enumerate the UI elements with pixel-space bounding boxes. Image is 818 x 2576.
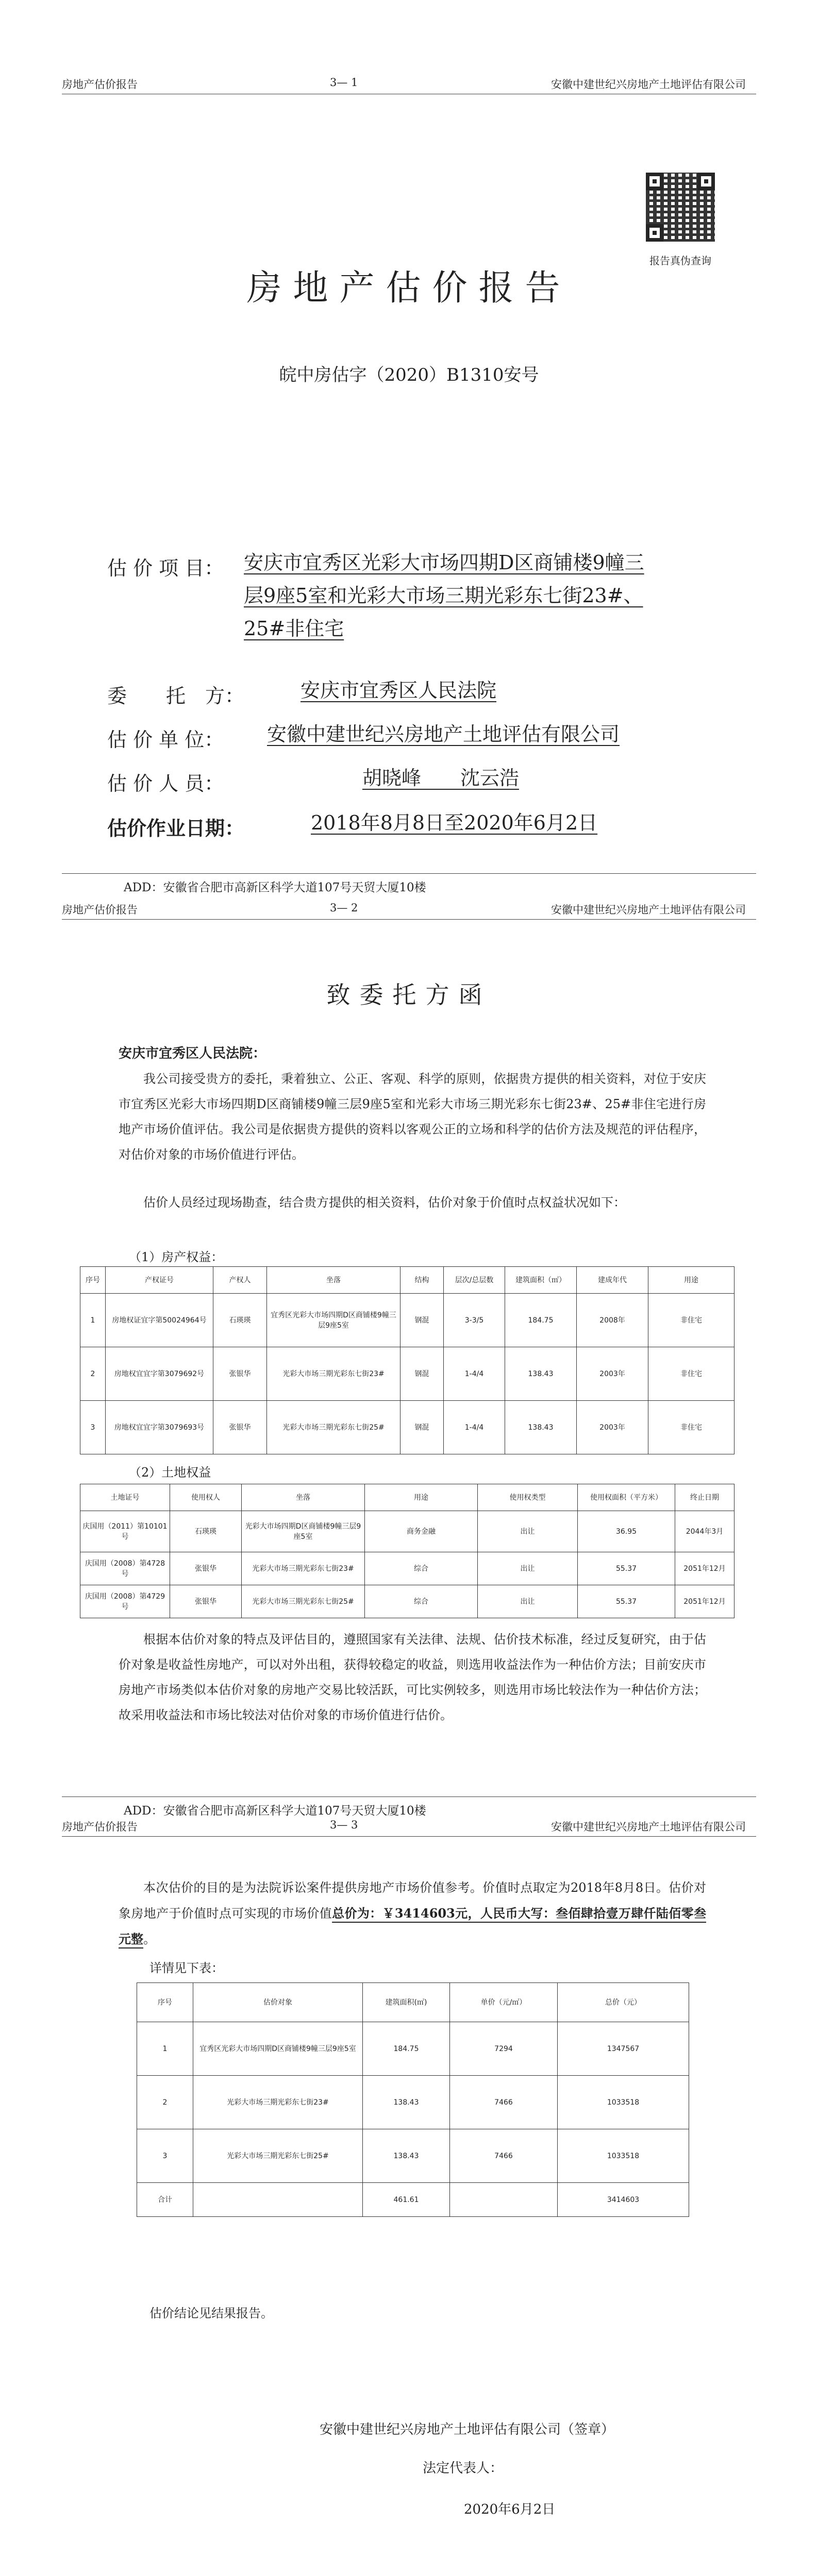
table-cell: 1 xyxy=(137,2022,193,2076)
page1-running-header xyxy=(62,76,756,94)
table-cell: 461.61 xyxy=(363,2183,450,2217)
table-cell: 综合 xyxy=(365,1552,478,1585)
table-cell: 55.37 xyxy=(578,1552,675,1585)
signature-legal-rep: 法定代表人： xyxy=(423,2461,504,2476)
table-header-row xyxy=(80,1484,734,1511)
house-rights-table xyxy=(80,1266,734,1454)
table-cell: 出让 xyxy=(478,1552,578,1585)
table-cell: 138.43 xyxy=(505,1401,577,1454)
letter-title: 致委托方函 xyxy=(326,981,492,1009)
header-cell: 层次/总层数 xyxy=(444,1267,505,1294)
header-cell: 用途 xyxy=(648,1267,734,1294)
conclusion-note: 估价结论见结果报告。 xyxy=(149,2306,273,2320)
report-title: 房地产估价报告 xyxy=(246,268,572,309)
table-cell: 1347567 xyxy=(558,2022,689,2076)
header-cell: 坐落 xyxy=(267,1267,400,1294)
table-cell: 光彩大市场三期光彩东七街25# xyxy=(242,1585,365,1618)
table-cell: 房地权宜宜字第3079693号 xyxy=(106,1401,213,1454)
valuation-paragraph xyxy=(119,1875,706,1952)
header-cell: 建筑面积（㎡） xyxy=(505,1267,577,1294)
dates-value: 2018年8月8日至2020年6月2日 xyxy=(311,811,598,834)
table-cell: 1-4/4 xyxy=(444,1347,505,1401)
table-cell: 合计 xyxy=(137,2183,193,2217)
table-header-row xyxy=(80,1267,734,1294)
valuation-text: 本次估价的目的是为法院诉讼案件提供房地产市场价值参考。价值时点取定为2018年8月8日。估价对象房地产于价值时点可实现的市场价值 xyxy=(119,1880,706,1921)
header-cell: 序号 xyxy=(137,1983,193,2022)
label-appraisers: 估 价 人 员： xyxy=(107,772,224,795)
table-row xyxy=(80,1401,734,1454)
table-cell: 非住宅 xyxy=(648,1294,734,1347)
table-cell: 36.95 xyxy=(578,1511,675,1552)
table-cell: 7466 xyxy=(450,2076,558,2129)
letter-paragraph-1: 我公司接受贵方的委托，秉着独立、公正、客观、科学的原则，依据贵方提供的相关资料，对位于安庆市宜秀区光彩大市场四期D区商铺楼9幢三层9座5室和光彩大市场三期光彩东七街23#、25#非住宅进行房地产市场价值评估。我公司是依据贵方提供的资料以客观公正的立场和科学的估价方法及规范的评估程序，对估价对象的市场价值进行评估。 xyxy=(119,1072,706,1162)
valuation-total-amount: 总价为：￥3414603元，人民币大写：叁佰肆拾壹万肆仟陆佰零叁元整 xyxy=(119,1906,706,1946)
table-cell: 庆国用（2008）第4728号 xyxy=(80,1552,170,1585)
table-cell: 庆国用（2011）第10101号 xyxy=(80,1511,170,1552)
header-cell: 产权证号 xyxy=(106,1267,213,1294)
house-rights-heading: （1）房产权益： xyxy=(129,1250,224,1264)
table-cell: 综合 xyxy=(365,1585,478,1618)
table-cell: 2051年12月 xyxy=(675,1552,734,1585)
header-cell: 建成年代 xyxy=(577,1267,648,1294)
table-cell: 宜秀区光彩大市场四期D区商铺楼9幢三层9座5室 xyxy=(267,1294,400,1347)
table-row xyxy=(80,1347,734,1401)
table-cell: 1-4/4 xyxy=(444,1401,505,1454)
table-cell: 石瑛瑛 xyxy=(213,1294,267,1347)
project-line-2: 层9座5室和光彩大市场三期光彩东七街23#、 xyxy=(244,584,643,607)
table-cell: 张银华 xyxy=(170,1585,242,1618)
table-cell: 138.43 xyxy=(363,2129,450,2183)
detail-label: 详情见下表： xyxy=(149,1961,224,1975)
table-cell: 138.43 xyxy=(363,2076,450,2129)
page2-running-header xyxy=(62,902,756,920)
table-cell: 石瑛瑛 xyxy=(170,1511,242,1552)
label-project: 估 价 项 目： xyxy=(107,557,224,580)
table-cell: 光彩大市场三期光彩东七街23# xyxy=(267,1347,400,1401)
project-line-3: 25#非住宅 xyxy=(244,617,344,640)
table-cell: 钢混 xyxy=(400,1347,444,1401)
table-row xyxy=(137,2022,689,2076)
signature-date: 2020年6月2日 xyxy=(464,2502,556,2517)
table-cell: 张银华 xyxy=(170,1552,242,1585)
header-cell: 序号 xyxy=(80,1267,106,1294)
table-cell: 1033518 xyxy=(558,2129,689,2183)
header-cell: 使用权面积（平方米） xyxy=(578,1484,675,1511)
table-cell: 光彩大市场三期光彩东七街25# xyxy=(193,2129,363,2183)
table-cell: 3-3/5 xyxy=(444,1294,505,1347)
qr-code-label: 报告真伪查询 xyxy=(649,255,711,267)
table-cell: 非住宅 xyxy=(648,1347,734,1401)
table-cell: 2051年12月 xyxy=(675,1585,734,1618)
signature-company: 安徽中建世纪兴房地产土地评估有限公司（签章） xyxy=(320,2422,615,2437)
table-cell: 光彩大市场三期光彩东七街23# xyxy=(242,1552,365,1585)
table-row xyxy=(80,1585,734,1618)
table-row xyxy=(137,2076,689,2129)
table-header-row xyxy=(137,1983,689,2022)
valuation-table xyxy=(137,1982,689,2217)
header-cell: 用途 xyxy=(365,1484,478,1511)
valuation-period: 。 xyxy=(143,1932,156,1946)
page2-footer-address: ADD：安徽省合肥市高新区科学大道107号天贸大厦10楼 xyxy=(62,1797,756,1818)
table-cell: 2003年 xyxy=(577,1401,648,1454)
header-cell: 产权人 xyxy=(213,1267,267,1294)
table-cell: 张银华 xyxy=(213,1347,267,1401)
label-firm: 估 价 单 位： xyxy=(107,728,224,751)
header-cell: 终止日期 xyxy=(675,1484,734,1511)
page1-footer-address: ADD：安徽省合肥市高新区科学大道107号天贸大厦10楼 xyxy=(62,873,756,895)
table-cell: 2003年 xyxy=(577,1347,648,1401)
table-cell: 张银华 xyxy=(213,1401,267,1454)
table-row xyxy=(137,2129,689,2183)
page3-running-header xyxy=(62,1819,756,1837)
client-value: 安庆市宜秀区人民法院 xyxy=(301,679,497,702)
table-cell: 光彩大市场四期D区商铺楼9幢三层9座5室 xyxy=(242,1511,365,1552)
table-cell: 3 xyxy=(80,1401,106,1454)
table-cell: 138.43 xyxy=(505,1347,577,1401)
table-cell: 1 xyxy=(80,1294,106,1347)
table-total-row xyxy=(137,2183,689,2217)
table-cell: 1033518 xyxy=(558,2076,689,2129)
header-doc-title: 房地产估价报告 xyxy=(62,78,138,91)
table-cell: 房地权宜宜字第3079692号 xyxy=(106,1347,213,1401)
table-cell: 184.75 xyxy=(363,2022,450,2076)
project-line-1: 安庆市宜秀区光彩大市场四期D区商铺楼9幢三 xyxy=(244,551,644,574)
table-cell: 3414603 xyxy=(558,2183,689,2217)
header-cell: 结构 xyxy=(400,1267,444,1294)
header-page-number: 3— 2 xyxy=(330,902,358,914)
appraisers-value: 胡晓峰 沈云浩 xyxy=(362,767,520,789)
table-cell: 55.37 xyxy=(578,1585,675,1618)
qr-code[interactable] xyxy=(646,173,715,242)
header-company: 安徽中建世纪兴房地产土地评估有限公司 xyxy=(551,1821,746,1833)
header-page-number: 3— 3 xyxy=(330,1819,358,1831)
table-cell: 2044年3月 xyxy=(675,1511,734,1552)
table-cell xyxy=(193,2183,363,2217)
table-cell: 2008年 xyxy=(577,1294,648,1347)
table-cell xyxy=(450,2183,558,2217)
header-cell: 估价对象 xyxy=(193,1983,363,2022)
table-cell: 出让 xyxy=(478,1511,578,1552)
table-cell: 光彩大市场三期光彩东七街25# xyxy=(267,1401,400,1454)
table-cell: 商务金融 xyxy=(365,1511,478,1552)
table-cell: 钢混 xyxy=(400,1401,444,1454)
header-doc-title: 房地产估价报告 xyxy=(62,1821,138,1833)
table-cell: 房地权证宜字第50024964号 xyxy=(106,1294,213,1347)
table-row xyxy=(80,1511,734,1552)
table-cell: 184.75 xyxy=(505,1294,577,1347)
header-doc-title: 房地产估价报告 xyxy=(62,904,138,916)
header-page-number: 3— 1 xyxy=(330,76,358,89)
land-rights-table xyxy=(80,1484,734,1618)
table-cell: 钢混 xyxy=(400,1294,444,1347)
table-cell: 7294 xyxy=(450,2022,558,2076)
table-cell: 7466 xyxy=(450,2129,558,2183)
table-cell: 非住宅 xyxy=(648,1401,734,1454)
header-cell: 土地证号 xyxy=(80,1484,170,1511)
header-cell: 单价（元/㎡） xyxy=(450,1983,558,2022)
table-row xyxy=(80,1294,734,1347)
table-cell: 出让 xyxy=(478,1585,578,1618)
header-cell: 坐落 xyxy=(242,1484,365,1511)
land-rights-heading: （2）土地权益 xyxy=(129,1465,211,1480)
letter-paragraph-2: 估价人员经过现场勘查，结合贵方提供的相关资料，估价对象于价值时点权益状况如下： xyxy=(143,1195,626,1210)
table-cell: 3 xyxy=(137,2129,193,2183)
table-cell: 2 xyxy=(137,2076,193,2129)
table-cell: 宜秀区光彩大市场四期D区商铺楼9幢三层9座5室 xyxy=(193,2022,363,2076)
label-client: 委 托 方： xyxy=(107,685,245,707)
header-cell: 使用权类型 xyxy=(478,1484,578,1511)
table-cell: 庆国用（2008）第4729号 xyxy=(80,1585,170,1618)
table-cell: 光彩大市场三期光彩东七街23# xyxy=(193,2076,363,2129)
letter-addressee: 安庆市宜秀区人民法院： xyxy=(119,1046,266,1061)
label-dates: 估价作业日期： xyxy=(107,817,245,840)
header-company: 安徽中建世纪兴房地产土地评估有限公司 xyxy=(551,78,746,91)
report-number: 皖中房估字（2020）B1310安号 xyxy=(279,365,539,385)
header-cell: 总价（元） xyxy=(558,1983,689,2022)
letter-paragraph-3: 根据本估价对象的特点及评估目的，遵照国家有关法律、法规、估价技术标准，经过反复研究，由于估价对象是收益性房地产，可以对外出租，获得较稳定的收益，则选用收益法作为一种估价方法；目前安庆市房地产市场类似本估价对象的房地产交易比较活跃，可比实例较多，则选用市场比较法作为一种估价方法；故采用收益法和市场比较法对估价对象的市场价值进行估价。 xyxy=(119,1632,706,1722)
table-row xyxy=(80,1552,734,1585)
firm-value: 安徽中建世纪兴房地产土地评估有限公司 xyxy=(267,723,620,745)
header-cell: 使用权人 xyxy=(170,1484,242,1511)
header-cell: 建筑面积(㎡) xyxy=(363,1983,450,2022)
header-company: 安徽中建世纪兴房地产土地评估有限公司 xyxy=(551,904,746,916)
table-cell: 2 xyxy=(80,1347,106,1401)
